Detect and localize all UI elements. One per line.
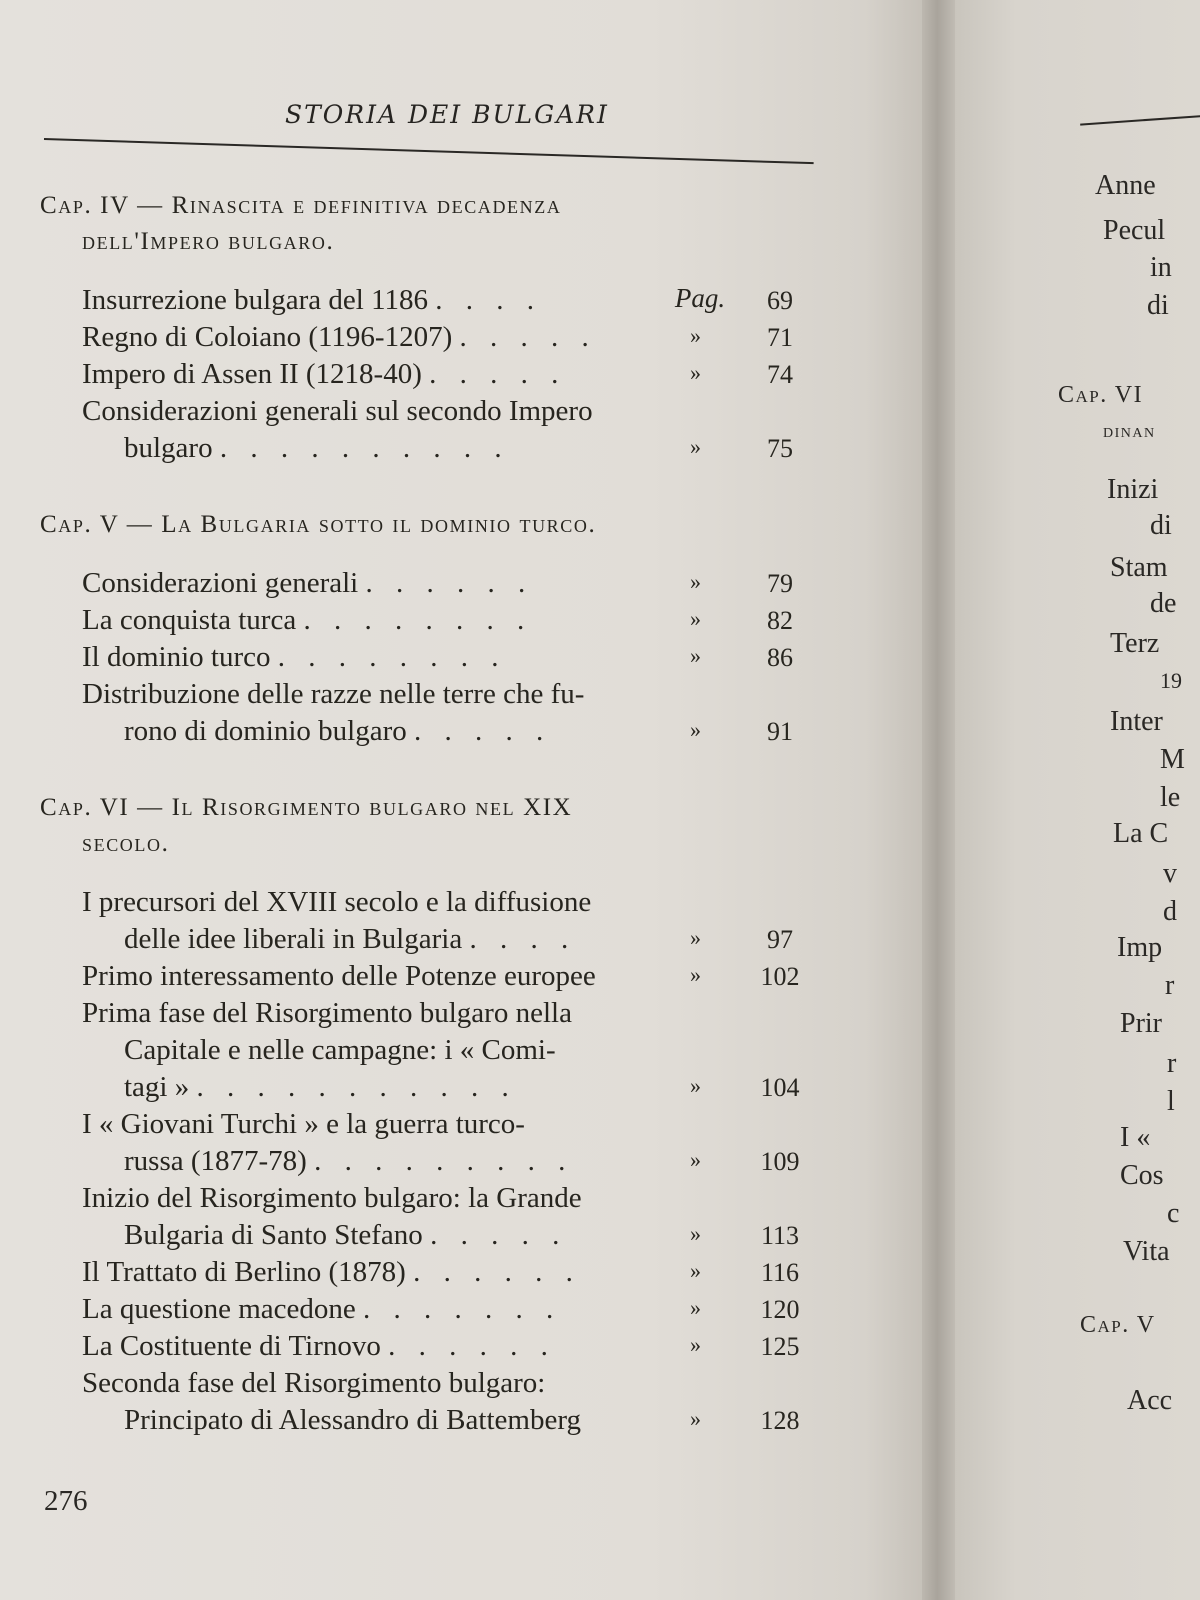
right-page-fragment: de	[1150, 588, 1177, 619]
leader-dots: . . . . . . . .	[303, 604, 533, 636]
ditto-mark: »	[690, 1406, 701, 1431]
entry-title: Regno di Coloiano (1196-1207)	[82, 321, 453, 353]
ditto-mark: »	[690, 434, 701, 459]
chapter-heading	[40, 188, 830, 260]
entry-title-cont: Principato di Alessandro di Battemberg	[124, 1404, 581, 1436]
running-head: STORIA DEI BULGARI	[285, 100, 609, 129]
entry-title: La Costituente di Tirnovo	[82, 1330, 381, 1362]
toc-entry	[40, 319, 830, 356]
leader-dots: . . . . .	[459, 321, 597, 353]
toc-entry	[40, 1106, 830, 1180]
page-number: 74	[767, 360, 793, 389]
chapter-heading	[40, 507, 830, 543]
ditto-mark: »	[690, 606, 701, 631]
toc-entry	[40, 1254, 830, 1291]
page-number: 91	[767, 717, 793, 746]
page-number: 113	[760, 1221, 800, 1250]
entry-title: Considerazioni generali	[82, 567, 359, 599]
leader-dots: . . . .	[435, 284, 542, 316]
leader-dots: . . . . . .	[413, 1256, 581, 1288]
chapter-heading	[40, 790, 830, 862]
page-number: 71	[767, 323, 793, 352]
right-page-fragment: Cos	[1120, 1160, 1164, 1191]
ditto-mark: »	[690, 1073, 701, 1098]
right-page-fragment: r	[1165, 970, 1175, 1001]
right-page-fragment: La C	[1113, 818, 1169, 849]
entry-title-cont: tagi »	[124, 1071, 190, 1103]
entry-title: Considerazioni generali sul secondo Impero	[82, 395, 593, 427]
right-page-fragment: c	[1167, 1198, 1180, 1229]
entry-title: Insurrezione bulgara del 1186	[82, 284, 428, 316]
right-page-fragment: le	[1160, 782, 1181, 813]
page-number: 82	[767, 606, 793, 635]
chapter-title-cont: dell'Impero bulgaro.	[82, 228, 335, 255]
chapter-title: Cap. IV — Rinascita e definitiva decadenza	[40, 192, 562, 219]
right-page-fragment: di	[1147, 290, 1169, 321]
right-page-fragment: Acc	[1127, 1385, 1173, 1416]
right-page-fragment: dinan	[1103, 420, 1156, 442]
entry-title: Inizio del Risorgimento bulgaro: la Grande	[82, 1182, 582, 1214]
leader-dots: . . . . . . . . . .	[219, 432, 510, 464]
ditto-mark: »	[690, 323, 701, 348]
page-number: 97	[767, 925, 793, 954]
right-page	[955, 0, 1200, 1600]
right-page-fragment: v	[1163, 858, 1177, 889]
right-page-fragment: r	[1167, 1048, 1177, 1079]
toc-entry	[40, 1365, 830, 1439]
ditto-mark: »	[690, 1221, 701, 1246]
leader-dots: . . . . . . . . .	[314, 1145, 574, 1177]
entry-title: I precursori del XVIII secolo e la diffusione	[82, 886, 592, 918]
page-number: 104	[760, 1073, 800, 1102]
right-page-fragment: M	[1160, 744, 1185, 775]
page-number: 116	[760, 1258, 800, 1287]
entry-title-cont: Bulgaria di Santo Stefano	[124, 1219, 423, 1251]
right-page-fragment: Cap. V	[1080, 1312, 1156, 1338]
leader-dots: . . . .	[469, 923, 577, 955]
ditto-mark: »	[690, 717, 701, 742]
right-page-fragment: Inizi	[1107, 474, 1159, 505]
right-page-fragment: l	[1167, 1086, 1175, 1117]
toc-entry	[40, 995, 830, 1106]
right-page-fragment: di	[1150, 510, 1172, 541]
page-number: 120	[760, 1295, 800, 1324]
entry-title: Il Trattato di Berlino (1878)	[82, 1256, 406, 1288]
toc-entry	[40, 602, 830, 639]
entry-title: Distribuzione delle razze nelle terre che fu-	[82, 678, 585, 710]
ditto-mark: »	[690, 925, 701, 950]
leader-dots: . . . . . . .	[363, 1293, 562, 1325]
entry-title: Seconda fase del Risorgimento bulgaro:	[82, 1367, 546, 1399]
entry-title-cont: Capitale e nelle campagne: i « Comi-	[124, 1034, 556, 1066]
ditto-mark: »	[690, 643, 701, 668]
header-rule	[44, 138, 814, 164]
leader-dots: . . . . . . . . . . .	[196, 1071, 517, 1103]
entry-title: Prima fase del Risorgimento bulgaro nella	[82, 997, 572, 1029]
leader-dots: . . . . .	[413, 715, 552, 747]
page-number: 79	[767, 569, 793, 598]
entry-title: Impero di Assen II (1218-40)	[82, 358, 422, 390]
page-number: 86	[767, 643, 793, 672]
toc-entry	[40, 884, 830, 958]
toc-entry	[40, 639, 830, 676]
leader-dots: . . . . . . . .	[277, 641, 507, 673]
entry-title: Primo interessamento delle Potenze europee	[82, 960, 596, 992]
right-page-fragment: Vita	[1123, 1236, 1170, 1267]
chapter-title: Cap. VI — Il Risorgimento bulgaro nel XIX	[40, 794, 573, 821]
toc-entry	[40, 282, 830, 319]
ditto-mark: »	[690, 1295, 701, 1320]
right-page-fragment: Prir	[1120, 1008, 1162, 1039]
entry-title: Il dominio turco	[82, 641, 271, 673]
toc-entry	[40, 1291, 830, 1328]
ditto-mark: »	[690, 569, 701, 594]
entry-title-cont: rono di dominio bulgaro	[124, 715, 407, 747]
right-page-fragment: I «	[1120, 1122, 1151, 1153]
right-page-fragment: 19	[1160, 668, 1182, 693]
leader-dots: . . . . . .	[365, 567, 534, 599]
leader-dots: . . . . .	[430, 1219, 568, 1251]
right-page-fragment: Pecul	[1103, 215, 1166, 246]
ditto-mark: »	[690, 1147, 701, 1172]
entry-title: I « Giovani Turchi » e la guerra turco-	[82, 1108, 525, 1140]
toc-entry	[40, 356, 830, 393]
entry-title-cont: delle idee liberali in Bulgaria	[124, 923, 463, 955]
ditto-mark: »	[690, 360, 701, 385]
right-page-fragment: Inter	[1110, 706, 1163, 737]
page-number: 128	[760, 1406, 800, 1435]
entry-title: La conquista turca	[82, 604, 297, 636]
toc-entry	[40, 1180, 830, 1254]
page-number: 125	[760, 1332, 800, 1361]
ditto-mark: »	[690, 962, 701, 987]
leader-dots: . . . . .	[429, 358, 567, 390]
right-page-fragment: Cap. VI	[1058, 382, 1144, 408]
toc-entry	[40, 565, 830, 602]
right-page-fragment: Anne	[1095, 170, 1156, 201]
toc-entry	[40, 393, 830, 467]
right-header-rule	[1080, 112, 1200, 125]
page-number: 69	[767, 286, 793, 315]
toc-entry	[40, 676, 830, 750]
table-of-contents	[40, 188, 830, 1439]
leader-dots: . . . . . .	[388, 1330, 556, 1362]
ditto-mark: »	[690, 1258, 701, 1283]
toc-entry	[40, 1328, 830, 1365]
page-ref-label: Pag.	[674, 283, 726, 313]
page-number: 102	[760, 962, 800, 991]
page-number: 75	[767, 434, 793, 463]
entry-title-cont: bulgaro	[124, 432, 213, 464]
right-page-fragment: Stam	[1110, 552, 1168, 583]
entry-title-cont: russa (1877-78)	[124, 1145, 307, 1177]
chapter-title: Cap. V — La Bulgaria sotto il dominio turco.	[40, 511, 597, 538]
chapter-title-cont: secolo.	[82, 830, 170, 857]
page-folio: 276	[44, 1485, 88, 1517]
right-page-fragment: d	[1163, 896, 1177, 927]
right-page-fragment: in	[1150, 252, 1172, 283]
right-page-fragment: Terz	[1110, 628, 1160, 659]
page-number: 109	[760, 1147, 800, 1176]
toc-entry	[40, 958, 830, 995]
ditto-mark: »	[690, 1332, 701, 1357]
entry-title: La questione macedone	[82, 1293, 356, 1325]
right-page-fragment: Imp	[1117, 932, 1163, 963]
